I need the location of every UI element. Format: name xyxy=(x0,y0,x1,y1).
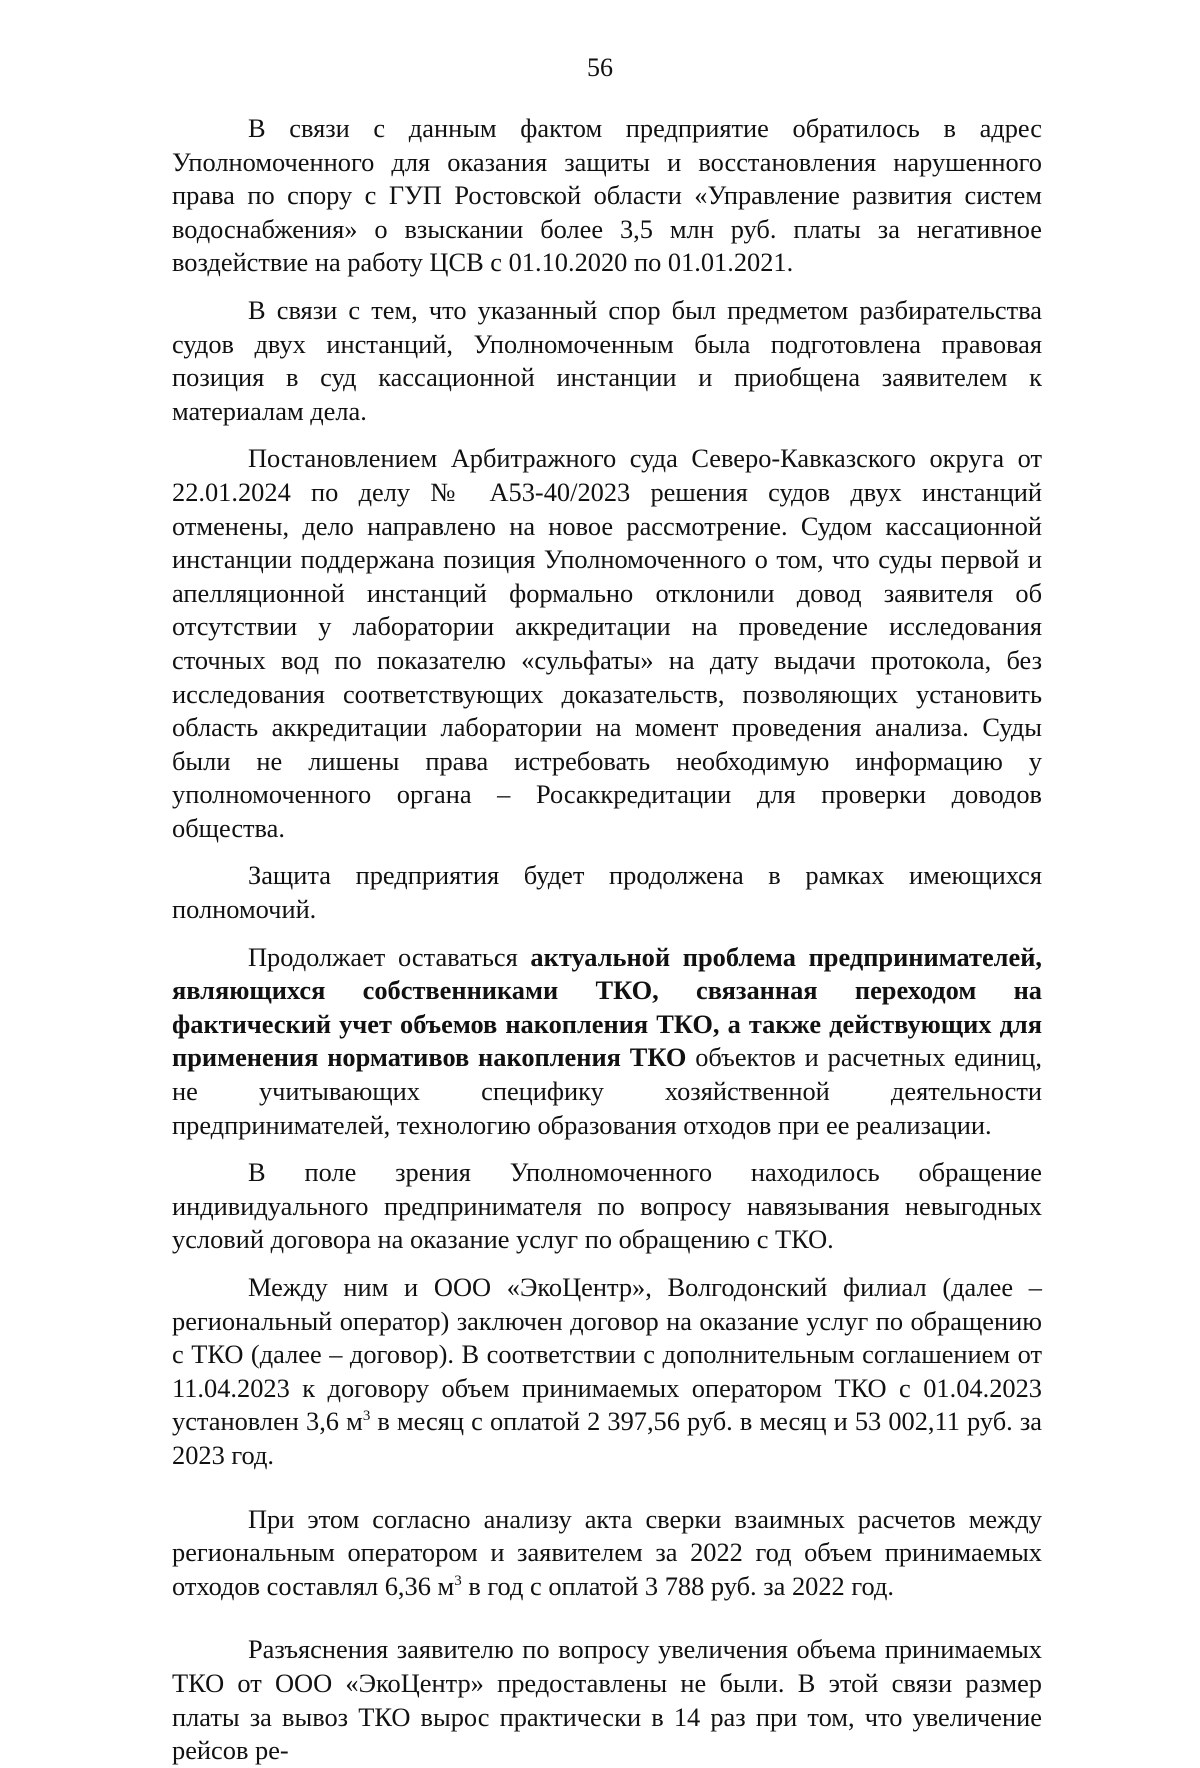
tko-problem-emphasis: актуальной проблема предпринимателей, являющихся собственниками ТКО, связанная переходом на фактический учет объемов накопления ТКО, а также действующих для применения нормативов накопления ТКО xyxy=(172,941,1042,1073)
document-body xyxy=(172,112,1042,1768)
paragraph-court-ruling: Постановлением Арбитражного суда Северо-Кавказского округа от 22.01.2024 по делу № А53-40/2023 решения судов двух инстанций отменены, дело направлено на новое рассмотрение. Судом кассационной инстанции поддержана позиция Уполномоченного о том, что суды первой и апелляционной инстанций формально отклонили довод заявителя об отсутствии у лаборатории аккредитации на проведение исследования сточных вод по показателю «сульфаты» на дату выдачи протокола, без исследования соответствующих доказательств, позволяющих установить область аккредитации лаборатории на момент проведения анализа. Суды были не лишены права истребовать необходимую информацию у уполномоченного органа – Росаккредитации для проверки доводов общества. xyxy=(172,443,1042,843)
paragraph-legal-position: В связи с тем, что указанный спор был предметом разбирательства судов двух инстанций, Уполномоченным была подготовлена правовая позиция в суд кассационной инстанции и приобщена заявителем к материалам дела. xyxy=(172,294,1042,426)
tko-problem-lead: Продолжает оставаться xyxy=(248,941,531,972)
paragraph-entrepreneur-appeal: В поле зрения Уполномоченного находилось обращение индивидуального предпринимателя по вопросу навязывания невыгодных условий договора на оказание услуг по обращению с ТКО. xyxy=(172,1157,1042,1255)
paragraph-reconciliation xyxy=(172,1503,1042,1604)
paragraph-protection-continued: Защита предприятия будет продолжена в рамках имеющихся полномочий. xyxy=(172,860,1042,925)
paragraph-contract xyxy=(172,1271,1042,1473)
contract-text-lead: Между ним и ООО «ЭкоЦентр», Волгодонский филиал (далее – региональный оператор) заключен договор на оказание услуг по обращению с ТКО (далее – договор). В соответствии с дополнительным соглашением от 11.04.2023 к договору объем принимаемых оператором ТКО с 01.04.2023 установлен 3,6 м xyxy=(172,1272,1042,1437)
contract-text-tail: в месяц с оплатой 2 397,56 руб. в месяц и 53 002,11 руб. за 2023 год. xyxy=(172,1406,1042,1470)
reconciliation-text-lead: При этом согласно анализу акта сверки взаимных расчетов между региональным оператором и заявителем за 2022 год объем принимаемых отходов составлял 6,36 м xyxy=(172,1503,1042,1601)
cubic-superscript: 3 xyxy=(454,1572,462,1589)
tko-problem-tail: объектов и расчетных единиц, не учитывающих специфику хозяйственной деятельности предпринимателей, технологию образования отходов при ее реализации. xyxy=(172,1042,1043,1140)
paragraph-tko-problem xyxy=(172,941,1042,1143)
page-number: 56 xyxy=(587,53,613,82)
paragraph-appeal: В связи с данным фактом предприятие обратилось в адрес Уполномоченного для оказания защиты и восстановления нарушенного права по спору с ГУП Ростовской области «Управление развития систем водоснабжения» о взыскании более 3,5 млн руб. платы за негативное воздействие на работу ЦСВ с 01.10.2020 по 01.01.2021. xyxy=(172,113,1042,278)
paragraph-clarifications: Разъяснения заявителю по вопросу увеличения объема принимаемых ТКО от ООО «ЭкоЦентр» предоставлены не были. В этой связи размер платы за вывоз ТКО вырос практически в 14 раз при том, что увеличение рейсов ре- xyxy=(172,1634,1042,1766)
cubic-superscript: 3 xyxy=(362,1408,371,1425)
reconciliation-text-tail: в год с оплатой 3 788 руб. за 2022 год. xyxy=(461,1570,894,1601)
